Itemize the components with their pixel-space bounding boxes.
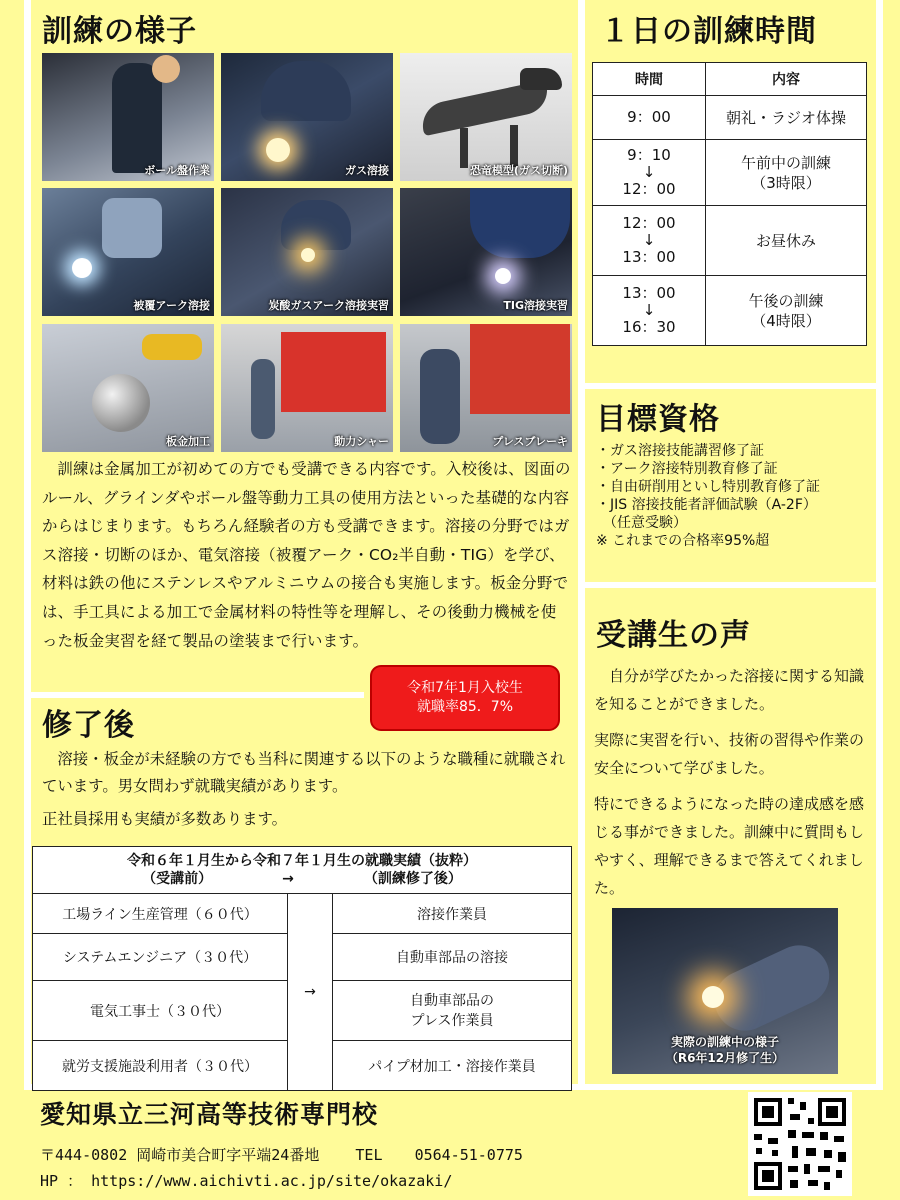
voice-heading: 受講生の声: [596, 618, 751, 653]
photo-co2-arc-welding: [221, 188, 393, 316]
qualification-item: ・ガス溶接技能講習修了証: [596, 443, 764, 459]
schedule-heading: １日の訓練時間: [600, 14, 817, 49]
training-heading: 訓練の様子: [42, 14, 197, 49]
jobs-table: [32, 846, 572, 1091]
qualification-item: （任意受験）: [596, 515, 687, 531]
col-content: 内容: [706, 63, 867, 96]
voice-text: [594, 662, 864, 902]
schedule-content: 午前中の訓練 （3時限）: [706, 140, 867, 206]
qualification-item: ・アーク溶接特別教育修了証: [596, 461, 778, 477]
voice-photo-caption: 実際の訓練中の様子 （R6年12月修了生）: [665, 1035, 785, 1065]
after-heading: 修了後: [42, 708, 135, 743]
after-text: [42, 746, 572, 833]
photo-arc-welding: [42, 188, 214, 316]
job-before: システムエンジニア（３０代）: [33, 934, 288, 981]
after-line1: 溶接・板金が未経験の方でも当科に関連する以下のような職種に就職されています。男女問わず就職実績があります。: [42, 750, 566, 795]
badge-line2: 就職率85．7%: [416, 699, 514, 715]
schedule-content: お昼休み: [706, 206, 867, 276]
jobs-arrow: →: [282, 871, 294, 887]
photo-dinosaur-model: [400, 53, 572, 181]
hp-label: HP ：: [40, 1172, 83, 1190]
photo-power-shear: [221, 324, 393, 452]
contact-line: [40, 1144, 523, 1165]
job-after: 溶接作業員: [333, 894, 572, 934]
jobs-before-label: （受講前）: [142, 871, 213, 887]
voice-paragraph: 実際に実習を行い、技術の習得や作業の安全について学びました。: [594, 731, 865, 777]
photo-caption: 炭酸ガスアーク溶接実習: [268, 299, 389, 312]
job-before: 工場ライン生産管理（６０代）: [33, 894, 288, 934]
qualifications-heading: 目標資格: [596, 402, 720, 437]
schedule-time: 9：10 ↓ 12：00: [593, 140, 706, 206]
job-after: 自動車部品の溶接: [333, 934, 572, 981]
photo-caption: ガス溶接: [345, 164, 389, 177]
voice-paragraph: 特にできるようになった時の達成感を感じる事ができました。訓練中に質問もしやすく、理解できるまで答えてくれました。: [594, 795, 865, 897]
after-line2: 正社員採用も実績が多数あります。: [42, 810, 288, 828]
photo-press-brake: [400, 324, 572, 452]
photo-sheet-metal: [42, 324, 214, 452]
training-description: 訓練は金属加工が初めての方でも受講できる内容です。入校後は、図面のルール、グラインダやボール盤等動力工具の使用方法といった基礎的な内容からはじまります。もちろん経験者の方も受講できます。溶接の分野ではガス溶接・切断のほか、電気溶接（被覆アーク・CO₂半自動・TIG）を学び、材料は鉄の他にステンレスやアルミニウムの接合も実施します。板金分野では、手工具による加工で金属材料の特性等を理解し、その後動力機械を使った板金実習を経て製品の塗装まで行います。: [42, 460, 571, 650]
photo-caption: プレスブレーキ: [492, 435, 568, 448]
voice-photo: [612, 908, 838, 1074]
schedule-table: [592, 62, 867, 346]
schedule-content: 朝礼・ラジオ体操: [706, 96, 867, 140]
qualification-note: ※ これまでの合格率95%超: [596, 533, 770, 549]
school-name: 愛知県立三河高等技術専門校: [40, 1100, 379, 1129]
job-after: パイプ材加工・溶接作業員: [333, 1041, 572, 1091]
hp-link[interactable]: https://www.aichivti.ac.jp/site/okazaki/: [91, 1172, 453, 1190]
job-arrow: →: [288, 894, 333, 1091]
photo-drill-press: [42, 53, 214, 181]
photo-tig-welding: [400, 188, 572, 316]
schedule-time: 9：00: [593, 96, 706, 140]
photo-caption: 恐竜模型(ガス切断): [469, 164, 568, 177]
schedule-time: 12：00 ↓ 13：00: [593, 206, 706, 276]
qualification-item: ・自由研削用といし特別教育修了証: [596, 479, 820, 495]
qualification-item: ・JIS 溶接技能者評価試験（A-2F）: [596, 497, 817, 513]
job-before: 電気工事士（３０代）: [33, 981, 288, 1041]
badge-line1: 令和7年1月入校生: [407, 680, 523, 696]
schedule-content: 午後の訓練 （4時限）: [706, 276, 867, 346]
jobs-title: 令和６年１月生から令和７年１月生の就職実績（抜粋）: [127, 853, 477, 869]
photo-caption: 板金加工: [166, 435, 210, 448]
schedule-time: 13：00 ↓ 16：30: [593, 276, 706, 346]
photo-caption: ボール盤作業: [144, 164, 210, 177]
photo-caption: TIG溶接実習: [503, 299, 568, 312]
qualifications-list: [596, 442, 820, 550]
jobs-after-label: （訓練修了後）: [363, 871, 462, 887]
address: 〒444-0802 岡崎市美合町字平端24番地: [40, 1146, 320, 1164]
col-time: 時間: [593, 63, 706, 96]
voice-paragraph: 自分が学びたかった溶接に関する知識を知ることができました。: [594, 667, 865, 713]
job-after: 自動車部品の プレス作業員: [333, 981, 572, 1041]
hp-line: [40, 1170, 452, 1191]
jobs-table-head: [33, 847, 572, 894]
photo-gas-welding: [221, 53, 393, 181]
photo-caption: 被覆アーク溶接: [133, 299, 210, 312]
tel-label: TEL: [355, 1146, 383, 1164]
qr-code[interactable]: [748, 1092, 852, 1196]
tel-number: 0564-51-0775: [414, 1146, 523, 1164]
photo-caption: 動力シャー: [334, 435, 389, 448]
employment-rate-badge: [372, 667, 558, 729]
job-before: 就労支援施設利用者（３０代）: [33, 1041, 288, 1091]
